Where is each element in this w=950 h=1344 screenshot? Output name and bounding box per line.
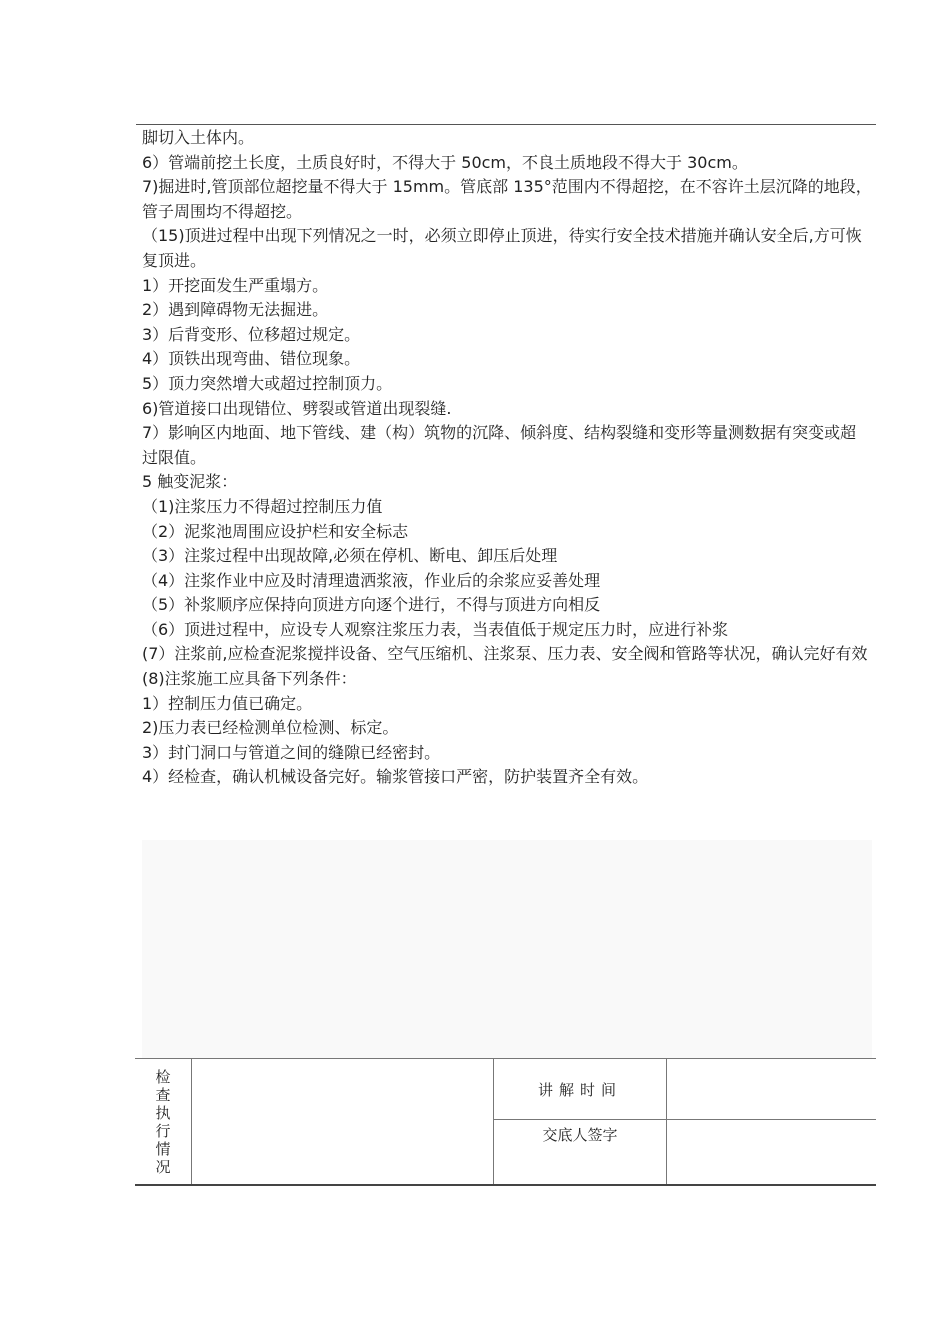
text-line: 5）顶力突然增大或超过控制顶力。 [142,373,393,393]
top-rule [136,124,876,125]
text-line: 1）控制压力值已确定。 [142,693,313,713]
text-line: 4）经检查，确认机械设备完好。输浆管接口严密，防护装置齐全有效。 [142,767,649,787]
check-execution-label [135,1059,192,1186]
text-line: 1）开挖面发生严重塌方。 [142,275,329,295]
check-execution-cell[interactable] [192,1059,494,1186]
signer-label: 交底人签字 [494,1120,667,1186]
text-line: 6）管端前挖土长度，土质良好时，不得大于 50cm，不良土质地段不得大于 30cm。 [142,152,748,172]
sign-off-table [135,1058,876,1186]
text-line: (8)注浆施工应具备下列条件： [142,669,357,689]
text-line: （1)注浆压力不得超过控制压力值 [142,496,383,516]
text-line: （2）泥浆池周围应设护栏和安全标志 [142,521,409,541]
text-line: （3）注浆过程中出现故障,必须在停机、断电、卸压后处理 [142,546,558,566]
text-line: 2）遇到障碍物无法掘进。 [142,300,329,320]
explain-time-cell[interactable] [667,1059,877,1120]
label-char: 行 [155,1121,171,1140]
text-line: 6)管道接口出现错位、劈裂或管道出现裂缝. [142,398,452,418]
text-line: 7)掘进时,管顶部位超挖量不得大于 15mm。管底部 135°范围内不得超挖，在不容许土层沉降的地段，管子周围均不得超挖。 [142,177,872,221]
text-line: （4）注浆作业中应及时清理遗洒浆液，作业后的余浆应妥善处理 [142,570,601,590]
text-line: 3）后背变形、位移超过规定。 [142,324,361,344]
text-line: 4）顶铁出现弯曲、错位现象。 [142,349,361,369]
document-body [142,126,872,790]
blank-area [142,840,872,1058]
label-char: 查 [155,1085,171,1104]
signer-cell[interactable] [667,1120,877,1186]
text-line: 5 触变泥浆： [142,472,238,492]
text-line: (7）注浆前,应检查泥浆搅拌设备、空气压缩机、注浆泵、压力表、安全阀和管路等状况，确认完好有效 [142,644,868,664]
text-line: 7）影响区内地面、地下管线、建（构）筑物的沉降、倾斜度、结构裂缝和变形等量测数据有突变或超过限值。 [142,423,857,467]
text-line: （5）补浆顺序应保持向顶进方向逐个进行，不得与顶进方向相反 [142,595,601,615]
label-char: 执 [155,1103,171,1122]
text-line: （15)顶进过程中出现下列情况之一时，必须立即停止顶进，待实行安全技术措施并确认安全后,方可恢复顶进。 [142,226,862,270]
text-line: 3）封门洞口与管道之间的缝隙已经密封。 [142,742,441,762]
text-line: 2)压力表已经检测单位检测、标定。 [142,718,399,738]
text-line: 脚切入土体内。 [142,128,255,147]
label-char: 检 [155,1067,171,1086]
label-char: 情 [155,1139,171,1158]
label-char: 况 [155,1157,171,1176]
text-line: （6）顶进过程中，应设专人观察注浆压力表，当表值低于规定压力时，应进行补浆 [142,619,729,639]
explain-time-label: 讲解时间 [494,1059,667,1120]
